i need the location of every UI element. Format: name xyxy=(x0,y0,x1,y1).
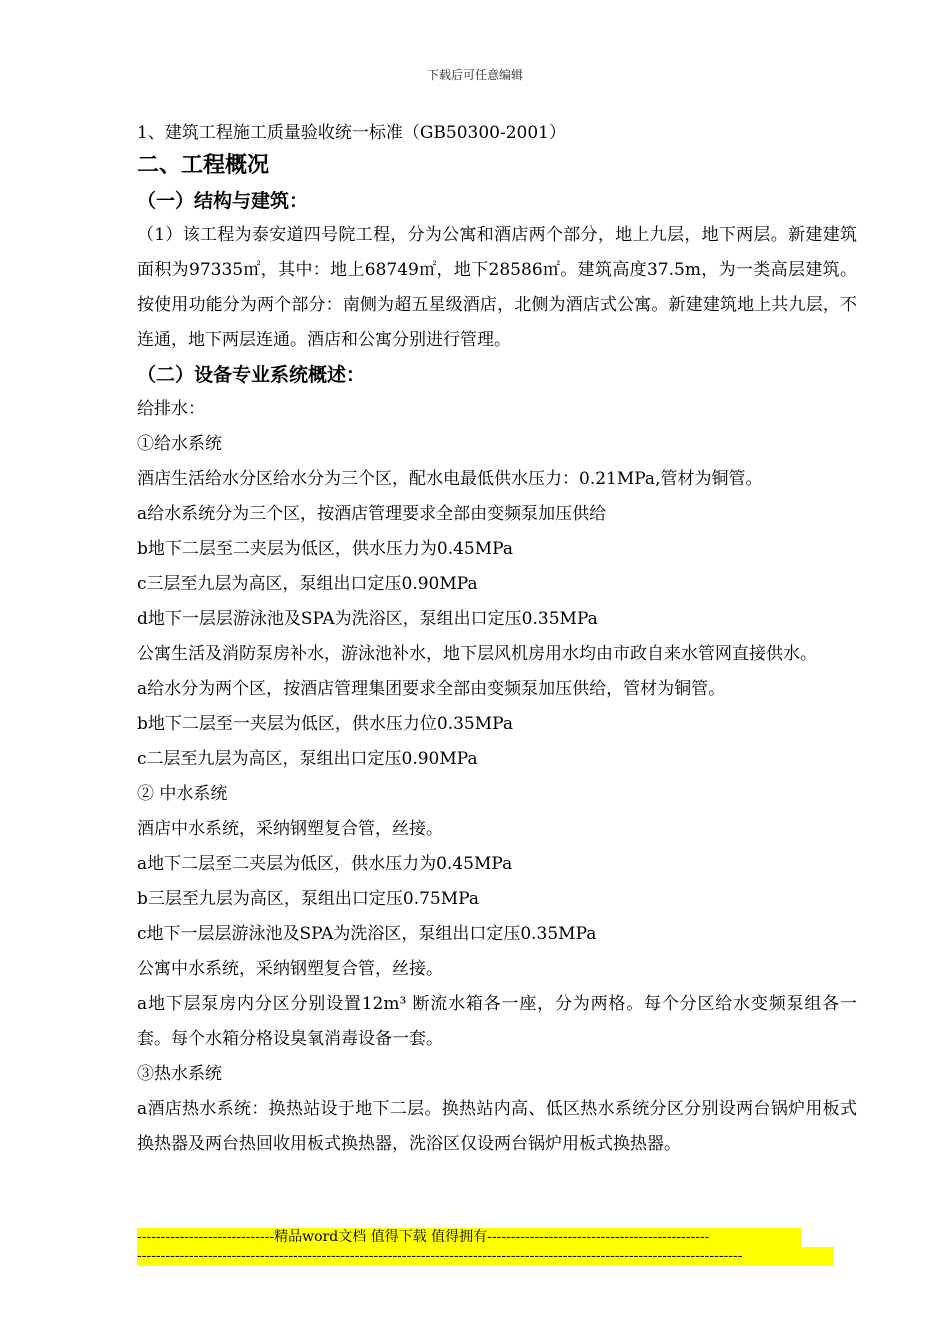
text-line: 酒店生活给水分区给水分为三个区，配水电最低供水压力：0.21MPa,管材为铜管。 xyxy=(137,469,763,489)
text-line: ② 中水系统 xyxy=(137,784,228,804)
text-line: c三层至九层为高区，泵组出口定压0.90MPa xyxy=(137,574,478,594)
standard-reference: 1、建筑工程施工质量验收统一标准（GB50300-2001） xyxy=(137,123,566,143)
text-line: c地下一层层游泳池及SPA为洗浴区，泵组出口定压0.35MPa xyxy=(137,924,597,944)
text-line: a地下二层至二夹层为低区，供水压力为0.45MPa xyxy=(137,854,513,874)
text-line: ③热水系统 xyxy=(137,1064,222,1084)
text-line: 公寓中水系统，采纳钢塑复合管，丝接。 xyxy=(137,959,443,979)
text-line: 酒店中水系统，采纳钢塑复合管，丝接。 xyxy=(137,819,443,839)
document-body xyxy=(137,120,857,1162)
text-line: b地下二层至一夹层为低区，供水压力位0.35MPa xyxy=(137,714,513,734)
text-line: d地下一层层游泳池及SPA为洗浴区，泵组出口定压0.35MPa xyxy=(137,609,598,629)
chapter-heading: 二、工程概况 xyxy=(137,153,270,178)
text-line: a酒店热水系统：换热站设于地下二层。换热站内高、低区热水系统分区分别设两台锅炉用板式换热器及两台热回收用板式换热器，洗浴区仅设两台锅炉用板式换热器。 xyxy=(137,1099,857,1154)
text-line: ①给水系统 xyxy=(137,434,222,454)
page-header-note: 下载后可任意编辑 xyxy=(426,68,523,82)
text-line: 公寓生活及消防泵房补水，游泳池补水，地下层风机房用水均由市政自来水管网直接供水。 xyxy=(137,644,817,664)
structure-paragraph: （1）该工程为泰安道四号院工程，分为公寓和酒店两个部分，地上九层，地下两层。新建建筑面积为97335㎡，其中：地上68749㎡，地下28586㎡。建筑高度37.5m，为一类高层建筑。按使用功能分为两个部分：南侧为超五星级酒店，北侧为酒店式公寓。新建建筑地上共九层，不连通，地下两层连通。酒店和公寓分别进行管理。 xyxy=(137,225,857,350)
text-line: b三层至九层为高区，泵组出口定压0.75MPa xyxy=(137,889,479,909)
footer-banner-line: -----------------------------精品word文档 值得下载 值得拥有----------------------------------------------- xyxy=(137,1228,801,1247)
text-line: a地下层泵房内分区分别设置12m³ 断流水箱各一座，分为两格。每个分区给水变频泵组各一套。每个水箱分格设臭氧消毒设备一套。 xyxy=(137,994,857,1049)
text-line: 给排水： xyxy=(137,399,205,419)
text-line: b地下二层至二夹层为低区，供水压力为0.45MPa xyxy=(137,539,513,559)
text-line: a给水系统分为三个区，按酒店管理要求全部由变频泵加压供给 xyxy=(137,504,607,524)
text-line: a给水分为两个区，按酒店管理集团要求全部由变频泵加压供给，管材为铜管。 xyxy=(137,679,726,699)
section-heading-structure: （一）结构与建筑： xyxy=(137,190,309,212)
page-footer xyxy=(137,1228,837,1266)
equipment-lines xyxy=(137,392,857,1162)
section-heading-equipment: （二）设备专业系统概述： xyxy=(137,364,366,386)
footer-dash-line: -------------------------------------------------------------------------------------------------------------------------------- xyxy=(137,1247,834,1266)
text-line: c二层至九层为高区，泵组出口定压0.90MPa xyxy=(137,749,478,769)
